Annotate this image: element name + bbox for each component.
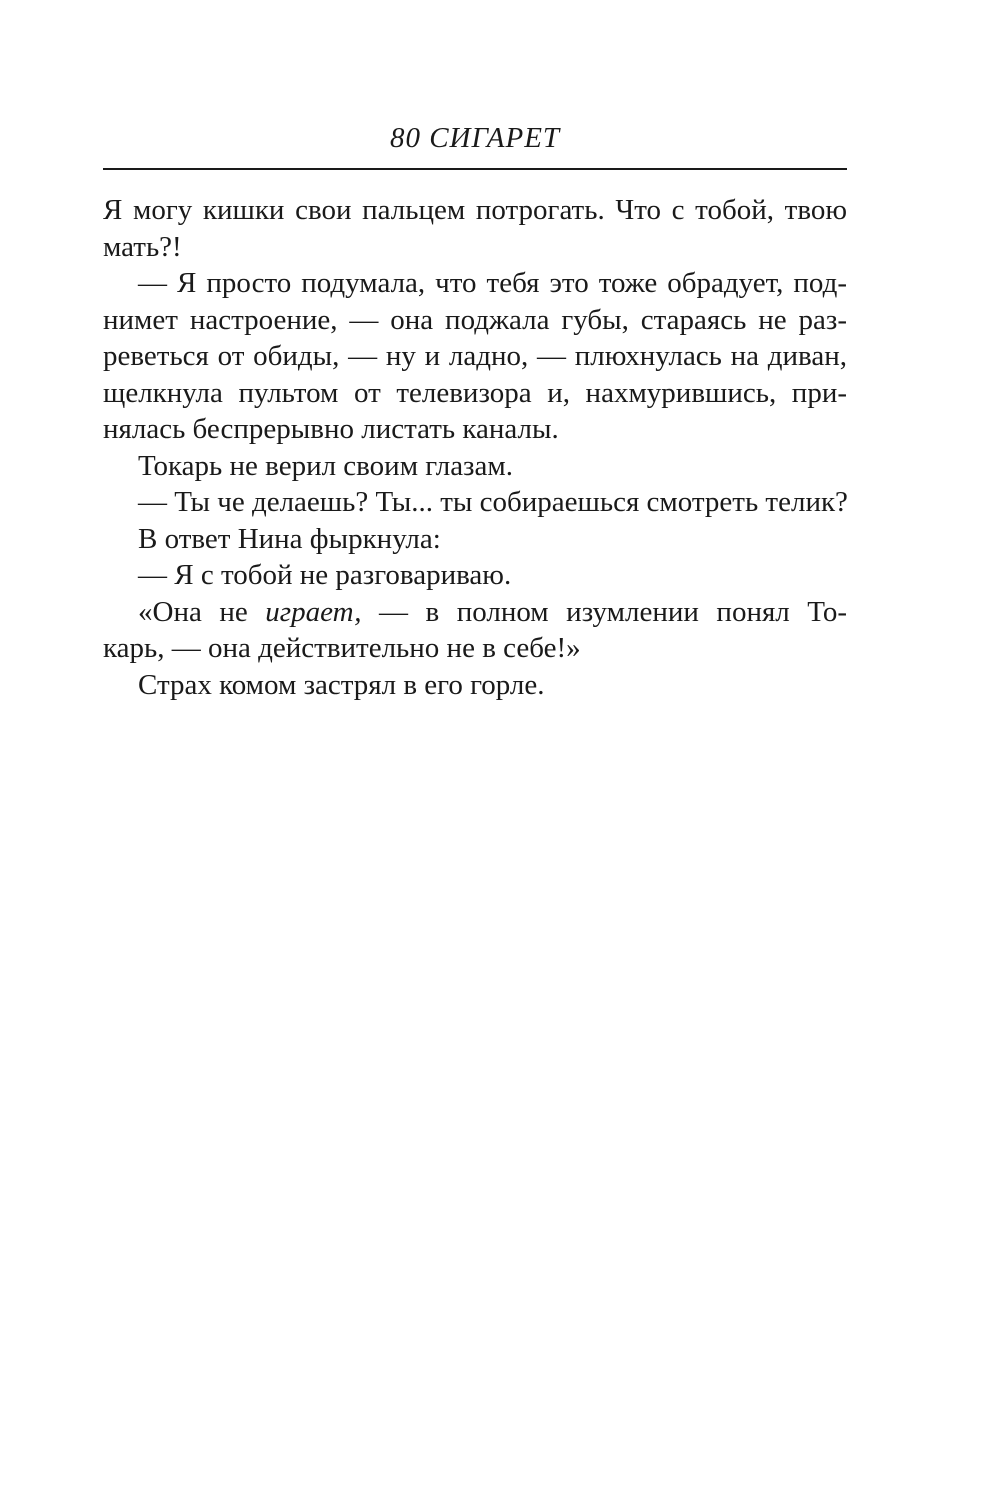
text-line: реветься от обиды, — ну и ладно, — плюхнулась на диван, [103, 340, 847, 372]
quote-line [103, 594, 847, 631]
header-rule [103, 168, 847, 170]
text-line: Токарь не верил своим глазам. [138, 449, 513, 482]
text-line: Я могу кишки свои пальцем потрогать. Что с тобой, твою [103, 194, 847, 226]
text-line: щелкнула пультом от телевизора и, нахмурившись, при- [103, 376, 847, 409]
text-line: мать?! [103, 230, 182, 263]
text-line: — Я просто подумала, что тебя это тоже обрадует, под- [138, 267, 847, 299]
text-line: Страх комом застрял в его горле. [138, 668, 545, 701]
text-line: — Я с тобой не разговариваю. [138, 559, 512, 591]
quote-line-end: — в полном изумлении понял То- [361, 595, 847, 628]
text-line: карь, — она действительно не в себе!» [103, 632, 581, 664]
text-line: нимет настроение, — она поджала губы, стараясь не раз- [103, 303, 847, 336]
text-line: — Ты че делаешь? Ты... ты собираешься смотреть телик? [138, 486, 848, 518]
italic-word: играет, [265, 595, 362, 628]
quote-line-start: «Она не [138, 595, 266, 628]
running-head: 80 СИГАРЕТ [389, 122, 561, 154]
text-line: нялась беспрерывно листать каналы. [103, 413, 559, 445]
text-line: В ответ Нина фыркнула: [138, 522, 441, 555]
body-text [103, 192, 847, 703]
